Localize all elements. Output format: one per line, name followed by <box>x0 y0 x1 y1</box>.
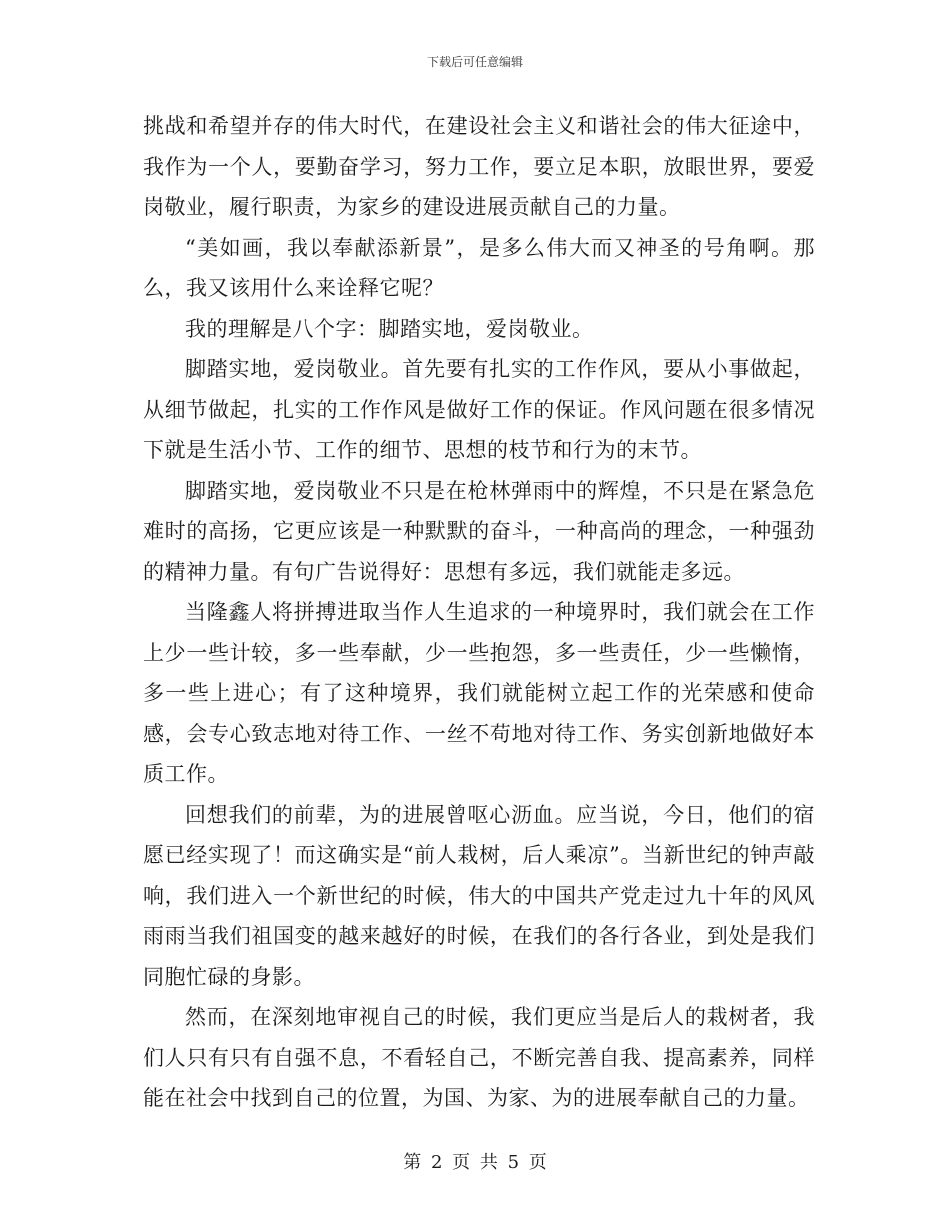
paragraph-6: 当隆鑫人将拼搏进取当作人生追求的一种境界时，我们就会在工作上少一些计较，多一些奉献，少一些抱怨，多一些责任，少一些懒惰，多一些上进心；有了这种境界，我们就能树立起工作的光荣感和使命感，会专心致志地对待工作、一丝不苟地对待工作、务实创新地做好本质工作。 <box>143 600 815 786</box>
paragraph-8: 然而，在深刻地审视自己的时候，我们更应当是后人的栽树者，我们人只有只有自强不息，不看轻自己，不断完善自我、提高素养，同样能在社会中找到自己的位置，为国、为家、为的进展奉献自己的力量。 <box>143 1005 815 1110</box>
paragraph-4: 脚踏实地，爱岗敬业。首先要有扎实的工作作风，要从小事做起，从细节做起，扎实的工作作风是做好工作的保证。作风问题在很多情况下就是生活小节、工作的细节、思想的枝节和行为的末节。 <box>143 357 815 462</box>
body-text <box>143 106 815 1119</box>
header-note: 下载后可任意编辑 <box>426 55 523 69</box>
paragraph-5: 脚踏实地，爱岗敬业不只是在枪林弹雨中的辉煌，不只是在紧急危难时的高扬，它更应该是一种默默的奋斗，一种高尚的理念，一种强劲的精神力量。有句广告说得好：思想有多远，我们就能走多远。 <box>143 478 815 584</box>
paragraph-3: 我的理解是八个字：脚踏实地，爱岗敬业。 <box>185 316 594 341</box>
paragraph-2: “美如画，我以奉献添新景”，是多么伟大而又神圣的号角啊。那么，我又该用什么来诠释它呢？ <box>143 235 815 300</box>
page-number: 第 2 页 共 5 页 <box>403 1152 547 1173</box>
paragraph-7: 回想我们的前辈，为的进展曾呕心沥血。应当说，今日，他们的宿愿已经实现了！而这确实是“前人栽树，后人乘凉”。当新世纪的钟声敲响，我们进入一个新世纪的时候，伟大的中国共产党走过九十年的风风雨雨当我们祖国变的越来越好的时候，在我们的各行各业，到处是我们同胞忙碌的身影。 <box>143 802 815 989</box>
paragraph-1: 挑战和希望并存的伟大时代，在建设社会主义和谐社会的伟大征途中，我作为一个人，要勤奋学习，努力工作，要立足本职，放眼世界，要爱岗敬业，履行职责，为家乡的建设进展贡献自己的力量。 <box>143 114 815 219</box>
